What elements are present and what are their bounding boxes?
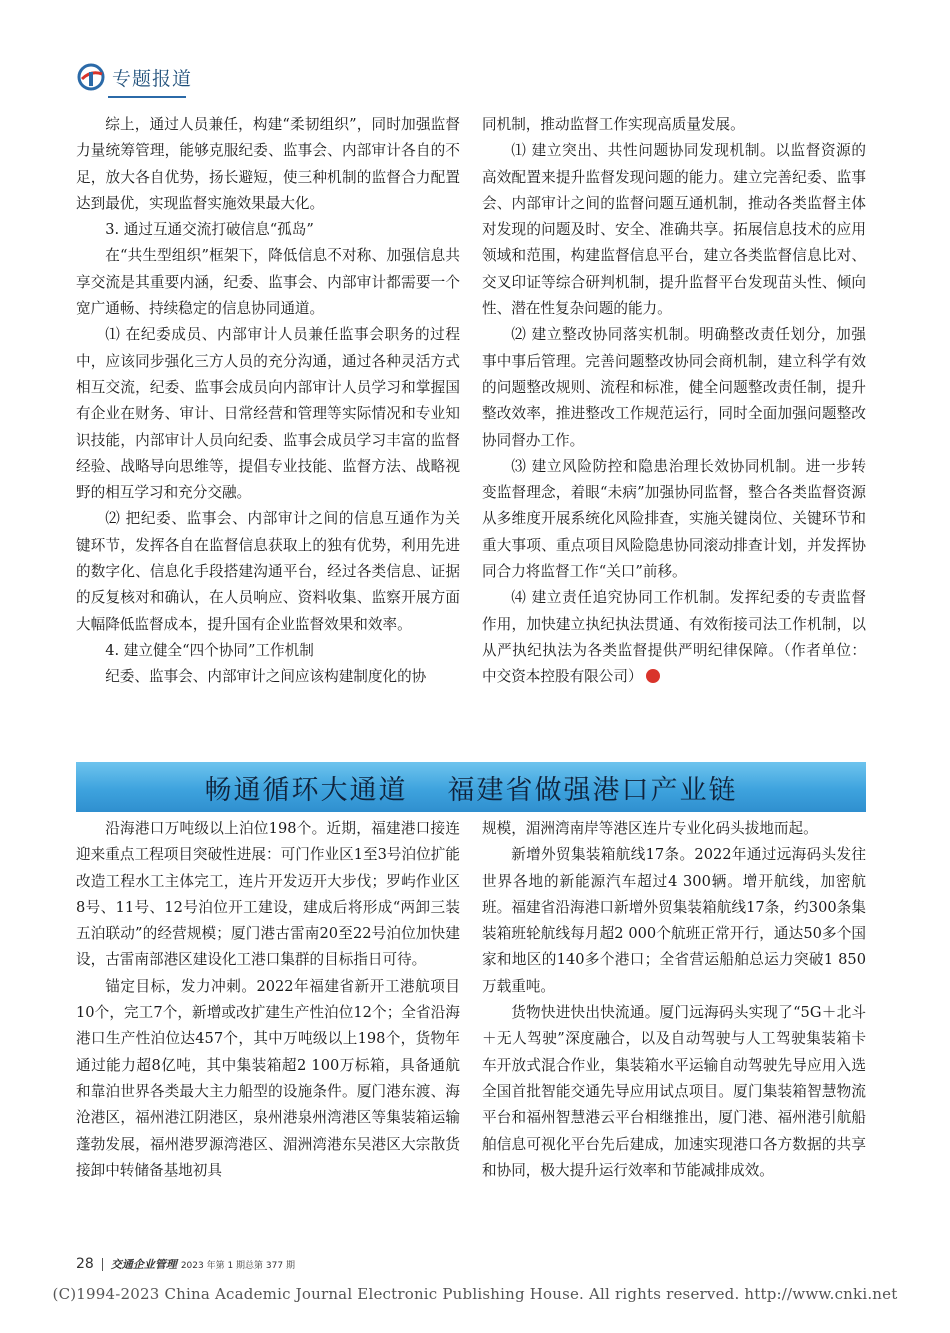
paragraph: ⑴ 建立突出、共性问题协同发现机制。以监督资源的高效配置来提升监督发现问题的能力。建立完善纪委、监事会、内部审计之间的监督问题互通机制，推动各类监督主体对发现的问题及时、安全、准确共享。拓展信息技术的应用领域和范围，构建监督信息平台，建立各类监督信息比对、交叉印证等综合研判机制，提升监督平台发现苗头性、倾向性、潜在性复杂问题的能力。 xyxy=(482,142,866,318)
subheading: 3. 通过互通交流打破信息“孤岛” xyxy=(105,221,314,239)
paragraph: 综上，通过人员兼任，构建“柔韧组织”，同时加强监督力量统筹管理，能够克服纪委、监事会、内部审计各自的不足，放大各自优势，扬长避短，使三种机制的监督合力配置达到最优，实现监督实施效果最大化。 xyxy=(76,116,460,212)
banner-title-part1: 畅通循环大通道 xyxy=(204,774,408,806)
subheading: 4. 建立健全“四个协同”工作机制 xyxy=(105,641,314,659)
paragraph-continuation: 同机制，推动监督工作实现高质量发展。 xyxy=(482,116,745,133)
article-banner xyxy=(76,762,866,812)
journal-logo-icon xyxy=(76,62,106,92)
paragraph: ⑶ 建立风险防控和隐患治理长效协同机制。进一步转变监督理念，着眼“未病”加强协同监督，整合各类监督资源从多维度开展系统化风险排查，实施关键岗位、关键环节和重大事项、重点项目风险隐患协同滚动排查计划，并发挥协同合力将监督工作“关口”前移。 xyxy=(482,457,866,581)
paragraph: 在“共生型组织”框架下，降低信息不对称、加强信息共享交流是其重要内涵，纪委、监事会、内部审计都需要一个宽广通畅、持续稳定的信息协同通道。 xyxy=(76,247,460,318)
paragraph-last xyxy=(482,585,866,690)
page-number: 28 xyxy=(76,1256,94,1272)
paragraph: 货物快进快出快流通。厦门远海码头实现了“5G＋北斗＋无人驾驶”深度融合，以及自动驾驶与人工驾驶集装箱卡车开放式混合作业，集装箱水平运输自动驾驶先导应用入选全国首批智能交通先导应用试点项目。厦门集装箱智慧物流平台和福州智慧港云平台相继推出，厦门港、福州港引航船舶信息可视化平台先后建成，加速实现港口各方数据的共享和协同，极大提升运行效率和节能减排成效。 xyxy=(482,1004,866,1179)
paragraph-continuation: 规模，湄洲湾南岸等港区连片专业化码头拔地而起。 xyxy=(482,820,818,837)
section-title: 专题报道 xyxy=(112,67,193,90)
banner-title-part2: 福建省做强港口产业链 xyxy=(447,774,738,806)
paragraph: ⑵ 把纪委、监事会、内部审计之间的信息互通作为关键环节，发挥各自在监督信息获取上的独有优势，利用先进的数字化、信息化手段搭建沟通平台，经过各类信息、证据的反复核对和确认，在人员响应、资料收集、监察开展方面大幅降低监督成本，提升国有企业监督效果和效率。 xyxy=(76,510,460,633)
header-rule xyxy=(108,96,186,98)
page-footer xyxy=(76,1256,295,1272)
footer-divider xyxy=(102,1258,103,1271)
paragraph-last-text: ⑷ 建立责任追究协同工作机制。发挥纪委的专责监督作用，加快建立执纪执法贯通、有效衔接司法工作机制，以从严执纪执法为各类监督提供严明纪律保障。（作者单位：中交资本控股有限公司） xyxy=(482,589,866,686)
paragraph: 锚定目标，发力冲刺。2022年福建省新开工港航项目10个，完工7个，新增或改扩建生产性泊位12个；全省沿海港口生产性泊位达457个，其中万吨级以上198个，货物年通过能力超8亿吨，其中集装箱超2 100万标箱，具备通航和靠泊世界各类最大主力船型的设施条件。厦门港东渡、海沧港区，福州港江阴港区，泉州港泉州湾港区等集装箱运输蓬勃发展，福州港罗源湾港区、湄洲湾港东吴港区大宗散货接卸中转储备基地初具 xyxy=(76,977,460,1179)
article2-left-column xyxy=(76,816,460,1184)
article2-right-column xyxy=(482,816,866,1184)
copyright-line: (C)1994-2023 China Academic Journal Electronic Publishing House. All rights reserved. http://www.cnki.net xyxy=(52,1285,898,1303)
magazine-name: 交通企业管理 xyxy=(110,1258,177,1271)
paragraph: ⑵ 建立整改协同落实机制。明确整改责任划分，加强事中事后管理。完善问题整改协同会商机制，建立科学有效的问题整改规则、流程和标准，健全问题整改责任制，提升整改效率，推进整改工作规范运行，同时全面加强问题整改协同督办工作。 xyxy=(482,326,866,449)
issue-info: 2023 年第 1 期总第 377 期 xyxy=(180,1260,295,1271)
article-end-mark-icon xyxy=(646,669,660,683)
page-header xyxy=(76,62,192,92)
paragraph: ⑴ 在纪委成员、内部审计人员兼任监事会职务的过程中，应该同步强化三方人员的充分沟通，通过各种灵活方式相互交流，纪委、监事会成员向内部审计人员学习和掌握国有企业在财务、审计、日常经营和管理等实际情况和专业知识技能，内部审计人员向纪委、监事会成员学习丰富的监督经验、战略导向思维等，提倡专业技能、监督方法、战略视野的相互学习和充分交融。 xyxy=(76,326,460,502)
paragraph: 沿海港口万吨级以上泊位198个。近期，福建港口接连迎来重点工程项目突破性进展：可门作业区1至3号泊位扩能改造工程水工主体完工，连片开发迈开大步伐；罗屿作业区8号、11号、12号泊位开工建设，建成后将形成“两卸三装五泊联动”的经营规模；厦门港古雷南20至22号泊位加快建设，古雷南部港区建设化工港口集群的目标指日可待。 xyxy=(76,820,460,969)
paragraph: 新增外贸集装箱航线17条。2022年通过远海码头发往世界各地的新能源汽车超过4 300辆。增开航线，加密航班。福建省沿海港口新增外贸集装箱航线17条，约300条集装箱班轮航线每月超2 000个航班正常开行，通达50多个国家和地区的140多个港口；全省营运船舶总运力突破1 850万载重吨。 xyxy=(482,846,866,995)
article1-right-column xyxy=(482,112,866,691)
paragraph: 纪委、监事会、内部审计之间应该构建制度化的协 xyxy=(105,668,427,686)
article1-left-column xyxy=(76,112,460,691)
